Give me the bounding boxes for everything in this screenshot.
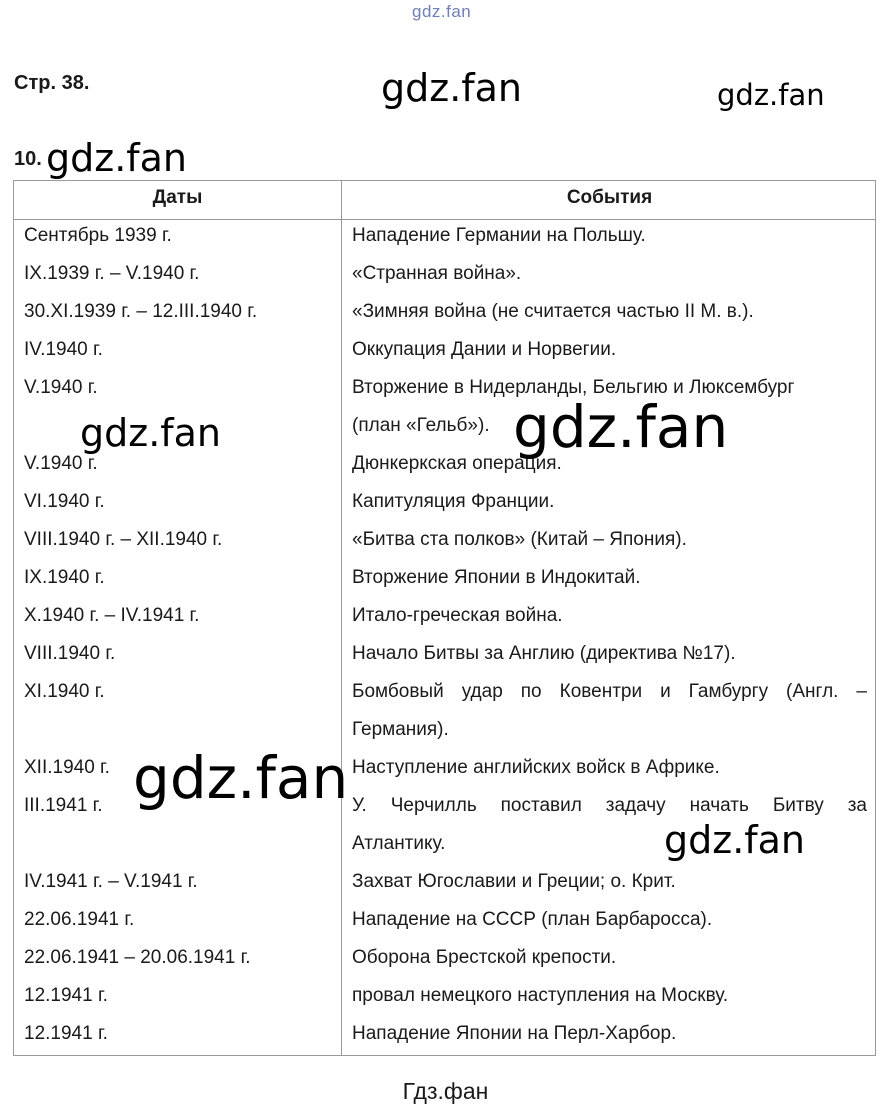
date-cell: V.1940 г. — [24, 453, 98, 474]
event-cell: Дюнкеркская операция. — [352, 453, 562, 474]
event-cell: Капитуляция Франции. — [352, 491, 555, 512]
table-row — [14, 865, 875, 903]
task-number: 10. — [14, 148, 42, 170]
event-cell: Оккупация Дании и Норвегии. — [352, 339, 617, 360]
table-row — [14, 941, 875, 979]
event-cell: Итало-греческая война. — [352, 605, 563, 626]
event-cell: Германия). — [352, 719, 449, 740]
date-cell: IX.1940 г. — [24, 567, 105, 588]
footer-label: Гдз.фан — [402, 1078, 489, 1104]
event-cell: Вторжение Японии в Индокитай. — [352, 567, 641, 588]
table-row — [14, 637, 875, 675]
watermark: gdz.fan — [46, 136, 188, 180]
date-cell: 22.06.1941 г. — [24, 909, 135, 930]
table-row — [14, 561, 875, 599]
date-cell: 22.06.1941 – 20.06.1941 г. — [24, 947, 251, 968]
date-cell: Сентябрь 1939 г. — [24, 225, 172, 246]
watermark: gdz.fan — [80, 411, 222, 455]
event-cell: Нападение Германии на Польшу. — [352, 225, 646, 246]
event-cell: провал немецкого наступления на Москву. — [352, 985, 729, 1006]
date-cell: VI.1940 г. — [24, 491, 105, 512]
table-row — [14, 219, 875, 257]
table-row — [14, 599, 875, 637]
date-cell: IV.1940 г. — [24, 339, 103, 360]
table-row — [14, 257, 875, 295]
event-cell: «Странная война». — [352, 263, 522, 284]
date-cell: 12.1941 г. — [24, 985, 108, 1006]
table-row — [14, 903, 875, 941]
date-cell: VIII.1940 г. — [24, 643, 116, 664]
table-row — [14, 295, 875, 333]
date-cell: XII.1940 г. — [24, 757, 110, 778]
date-cell: IV.1941 г. – V.1941 г. — [24, 871, 198, 892]
table-row — [14, 675, 875, 713]
event-cell: Оборона Брестской крепости. — [352, 947, 617, 968]
event-cell: Нападение Японии на Перл-Харбор. — [352, 1023, 677, 1044]
event-cell: «Битва ста полков» (Китай – Япония). — [352, 529, 687, 550]
date-cell: X.1940 г. – IV.1941 г. — [24, 605, 200, 626]
event-cell: Бомбовый удар по Ковентри и Гамбургу (Англ. – — [352, 681, 867, 702]
watermark-top: gdz.fan — [412, 2, 472, 21]
table-row — [14, 523, 875, 561]
date-cell: 12.1941 г. — [24, 1023, 108, 1044]
watermark: gdz.fan — [513, 393, 729, 461]
header-dates: Даты — [152, 187, 203, 208]
watermark: gdz.fan — [717, 78, 825, 112]
date-cell: VIII.1940 г. – XII.1940 г. — [24, 529, 223, 550]
table-row — [14, 1017, 875, 1055]
event-cell: Вторжение в Нидерланды, Бельгию и Люксембург — [352, 377, 795, 398]
dates-events-table — [13, 180, 876, 1056]
event-cell: Начало Битвы за Англию (директива №17). — [352, 643, 736, 664]
event-cell: Захват Югославии и Греции; о. Крит. — [352, 871, 676, 892]
event-cell: (план «Гельб»). — [352, 415, 490, 436]
header-events: События — [566, 187, 653, 208]
watermark: gdz.fan — [133, 744, 349, 812]
event-cell: «Зимняя война (не считается частью II М. в.). — [352, 301, 754, 322]
event-cell: Наступление английских войск в Африке. — [352, 757, 720, 778]
table-row — [14, 979, 875, 1017]
date-cell: IX.1939 г. – V.1940 г. — [24, 263, 200, 284]
watermark: gdz.fan — [381, 66, 523, 110]
table-row — [14, 485, 875, 523]
event-cell: У. Черчилль поставил задачу начать Битву за — [352, 795, 867, 816]
watermark: gdz.fan — [664, 818, 806, 862]
date-cell: 30.XI.1939 г. – 12.III.1940 г. — [24, 301, 258, 322]
table-row — [14, 333, 875, 371]
event-cell: Атлантику. — [352, 833, 446, 854]
date-cell: III.1941 г. — [24, 795, 103, 816]
date-cell: XI.1940 г. — [24, 681, 105, 702]
event-cell: Нападение на СССР (план Барбаросса). — [352, 909, 713, 930]
date-cell: V.1940 г. — [24, 377, 98, 398]
page-label: Стр. 38. — [14, 72, 90, 94]
table-row — [14, 371, 875, 409]
